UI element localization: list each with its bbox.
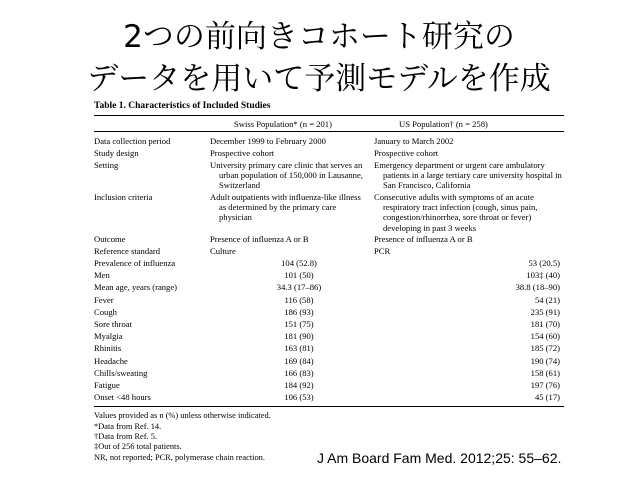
- numeric-rows: [94, 258, 564, 404]
- swiss-value: 101 (50): [284, 270, 314, 281]
- swiss-value: University primary care clinic that serves an urban population of 150,000 in Lausanne, Switzerland: [210, 160, 363, 191]
- row-label: Chills/sweating: [94, 367, 148, 378]
- table-row: [94, 148, 564, 160]
- us-value: 197 (76): [530, 379, 560, 390]
- slide-title-line-2: データを用いて予測モデルを作成: [87, 61, 551, 97]
- swiss-value: Prospective cohort: [210, 148, 275, 158]
- characteristics-table: [94, 100, 564, 463]
- row-label: Outcome: [94, 234, 126, 244]
- row-label: Fever: [94, 294, 114, 305]
- us-value: Emergency department or urgent care ambulatory patients in a large tertiary care university hospital in San Francisco, California: [374, 160, 562, 191]
- table-row: [94, 258, 564, 270]
- us-value: 53 (20.5): [528, 258, 560, 268]
- swiss-value: Presence of influenza A or B: [210, 234, 309, 244]
- table-row: [94, 192, 564, 234]
- swiss-value: 163 (81): [284, 343, 314, 354]
- row-label: Data collection period: [94, 136, 171, 146]
- table-bottom-rule: [94, 406, 564, 407]
- row-label: Prevalence of influenza: [94, 258, 176, 268]
- us-value: 158 (61): [530, 367, 560, 378]
- table-row: [94, 319, 564, 331]
- swiss-value: 106 (53): [284, 392, 314, 403]
- citation: J Am Board Fam Med. 2012;25: 55–62.: [317, 450, 562, 466]
- swiss-column-header: Swiss Population* (n = 201): [234, 119, 332, 129]
- swiss-value: 34.3 (17–86): [276, 282, 322, 293]
- us-column-header: US Population† (n = 258): [399, 119, 488, 129]
- footnote: NR, not reported; PCR, polymerase chain reaction.: [94, 452, 265, 462]
- row-label: Myalgia: [94, 331, 123, 342]
- table-row: [94, 307, 564, 319]
- us-value: 54 (21): [534, 294, 560, 305]
- table-row: [94, 331, 564, 343]
- us-value: 181 (70): [530, 318, 560, 329]
- swiss-value: 186 (93): [284, 306, 314, 317]
- table-header-row: [94, 116, 564, 131]
- swiss-value: Adult outpatients with influenza-like illness as determined by the primary care physician: [210, 192, 361, 223]
- table-row: [94, 246, 564, 258]
- us-value: Presence of influenza A or B: [374, 234, 473, 244]
- us-value: PCR: [374, 246, 391, 256]
- row-label: Mean age, years (range): [94, 282, 178, 293]
- us-value: 154 (60): [530, 331, 560, 342]
- row-label: Rhinitis: [94, 343, 122, 354]
- row-label: Fatigue: [94, 379, 120, 390]
- us-value: 185 (72): [530, 343, 560, 354]
- table-row: [94, 282, 564, 294]
- table-row: [94, 343, 564, 355]
- row-label: Study design: [94, 148, 139, 158]
- swiss-value: 166 (83): [284, 367, 314, 378]
- us-value: January to March 2002: [374, 136, 454, 146]
- us-value: 45 (17): [534, 392, 560, 403]
- row-label: Setting: [94, 160, 119, 170]
- swiss-value: December 1999 to February 2000: [210, 136, 326, 146]
- table-row: [94, 368, 564, 380]
- table-caption: Table 1. Characteristics of Included Studies: [94, 101, 271, 111]
- row-label: Cough: [94, 306, 117, 317]
- row-label: Men: [94, 270, 110, 281]
- us-value: 38.8 (18–90): [515, 282, 560, 293]
- swiss-value: Culture: [210, 246, 236, 256]
- swiss-value: 104 (52.8): [281, 258, 317, 268]
- descriptive-rows: [94, 136, 564, 258]
- row-label: Onset <48 hours: [94, 392, 151, 403]
- us-value: 190 (74): [530, 355, 560, 366]
- swiss-value: 184 (92): [284, 379, 314, 390]
- row-label: Reference standard: [94, 246, 161, 256]
- table-row: [94, 136, 564, 148]
- footnote: *Data from Ref. 14.: [94, 421, 162, 431]
- table-row: [94, 356, 564, 368]
- footnote: †Data from Ref. 5.: [94, 432, 158, 442]
- slide-title-line-1: 2つの前向きコホート研究の: [123, 19, 515, 55]
- footnote: ‡Out of 256 total patients.: [94, 442, 182, 452]
- table-row: [94, 392, 564, 404]
- swiss-value: 169 (84): [284, 355, 314, 366]
- row-label: Sore throat: [94, 318, 132, 329]
- footnote: Values provided as n (%) unless otherwise indicated.: [94, 411, 271, 421]
- us-value: 103‡ (40): [526, 270, 560, 281]
- table-header-rule: [94, 131, 564, 132]
- row-label: Inclusion criteria: [94, 192, 153, 202]
- swiss-value: 181 (90): [284, 331, 314, 342]
- swiss-value: 151 (75): [284, 318, 314, 329]
- swiss-value: 116 (58): [284, 294, 314, 305]
- table-row: [94, 380, 564, 392]
- us-value: Prospective cohort: [374, 148, 439, 158]
- table-row: [94, 234, 564, 246]
- table-row: [94, 295, 564, 307]
- us-value: Consecutive adults with symptoms of an acute respiratory tract infection (cough, sinus pain, congestion/rhinorrhea, sore throat or fever) developing in past 3 weeks: [374, 192, 538, 233]
- table-row: [94, 270, 564, 282]
- row-label: Headache: [94, 355, 128, 366]
- us-value: 235 (91): [530, 306, 560, 317]
- table-row: [94, 160, 564, 192]
